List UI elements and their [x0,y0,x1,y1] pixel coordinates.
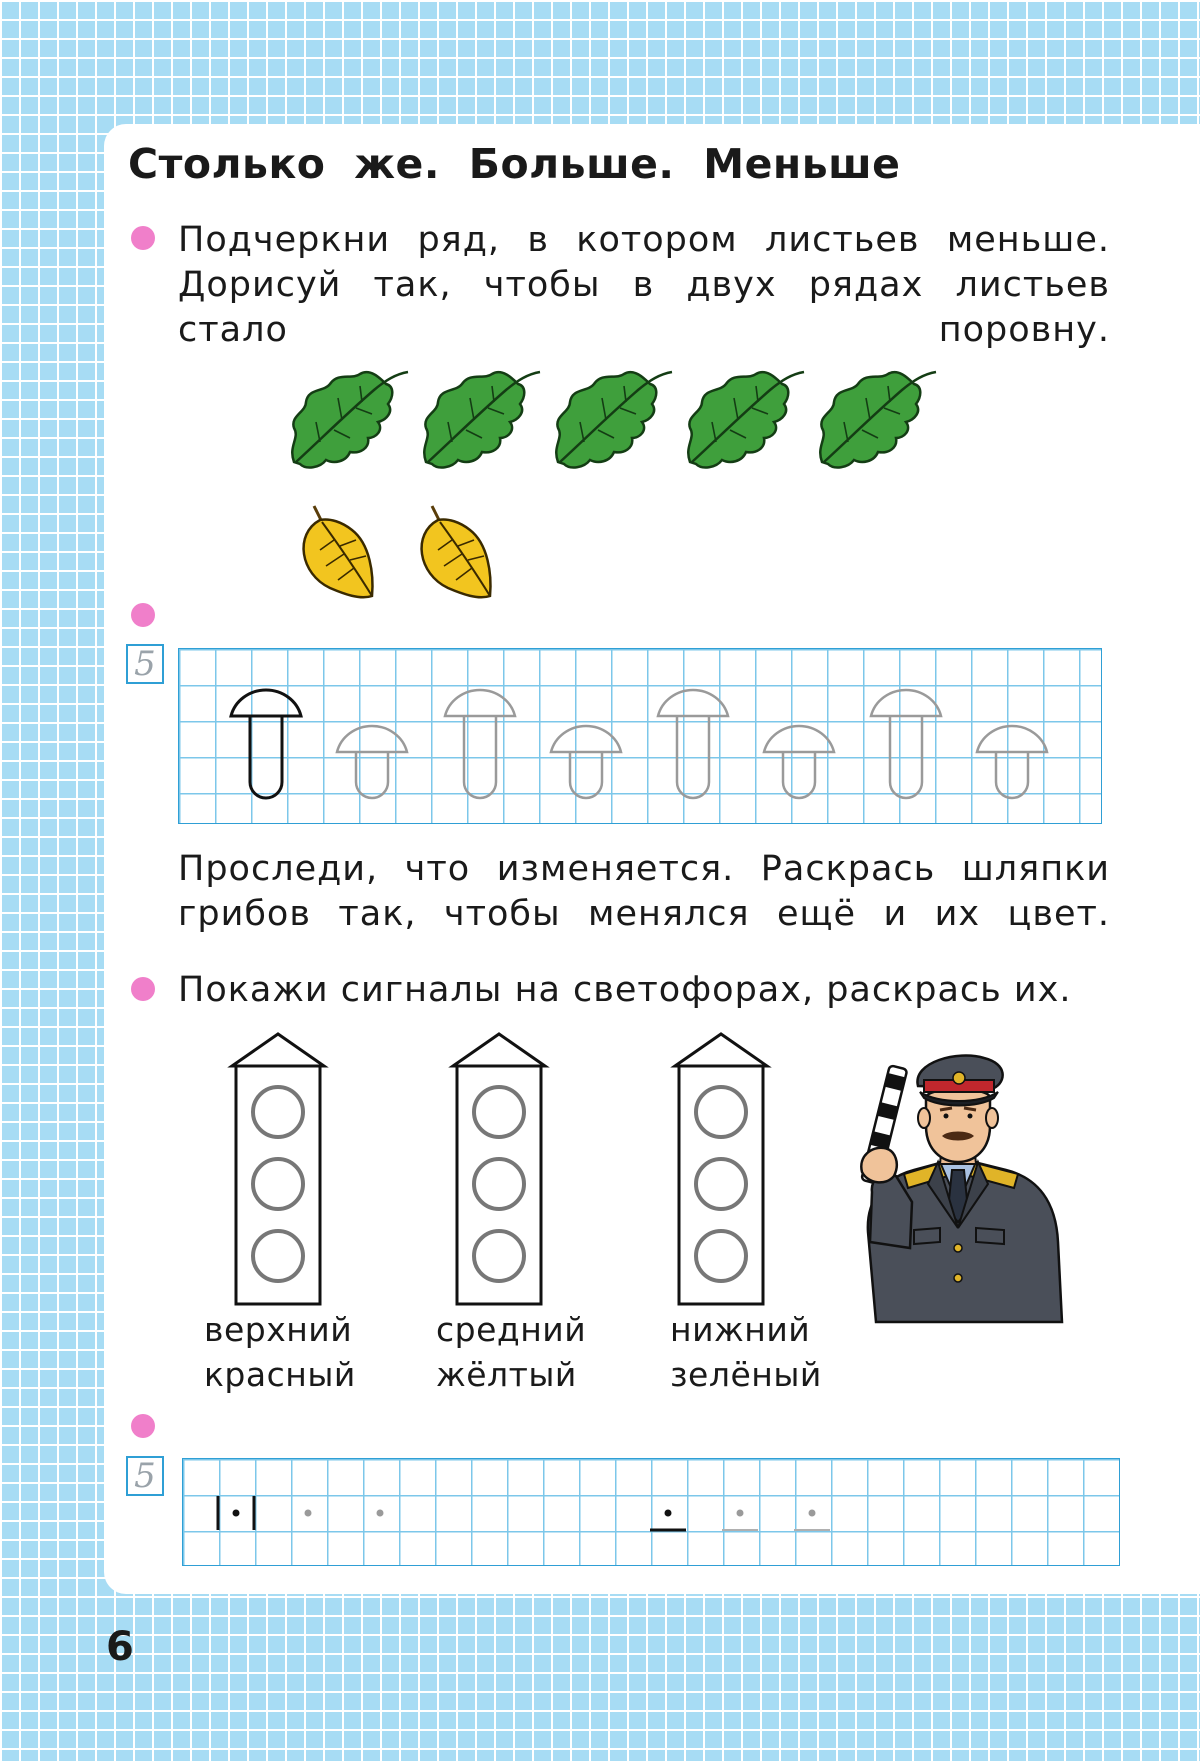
traffic-light-icon[interactable] [453,1034,545,1304]
green-oak-leaf-icon [292,372,408,467]
yellow-leaf-icon [422,506,491,597]
traffic-light-caption: нижний зелёный [670,1310,822,1394]
mushroom-icon [445,690,515,798]
traffic-light-icon[interactable] [232,1034,324,1304]
traffic-light-icon[interactable] [675,1034,767,1304]
task-bullet [131,977,155,1001]
page-number: 6 [106,1624,134,1670]
task-bullet [131,603,155,627]
traffic-light-caption: верхний красный [204,1310,356,1394]
task-bullet [131,1414,155,1438]
mushroom-icon [551,726,621,798]
task-bullet [131,226,155,250]
green-oak-leaf-icon [424,372,540,467]
task2-text: Проследи, что изменяется. Раскрась шляпки грибов так, чтобы менялся ещё и их цвет. [178,849,1110,934]
mushroom-icon [337,726,407,798]
yellow-leaf-icon [304,506,373,597]
green-oak-leaf-icon [556,372,672,467]
yellow-leaves-row [300,504,560,604]
green-oak-leaf-icon [820,372,936,467]
mushroom-icon [231,690,301,798]
green-oak-leaf-icon [688,372,804,467]
mushroom-icon [658,690,728,798]
mushroom-icon [764,726,834,798]
traffic-lights [230,1032,790,1312]
cell-digit-box: 5 [126,644,164,684]
mushroom-icon [871,690,941,798]
page-title: Столько же. Больше. Меньше [128,140,901,188]
traffic-officer-picture [848,1052,1068,1322]
task1-text: Подчеркни ряд, в котором листьев меньше. Дорисуй так, чтобы в двух рядах листьев стало поровну. [178,220,1110,350]
mushroom-sequence [178,648,1100,822]
cell-digit-box: 5 [126,1456,164,1496]
traffic-light-caption: средний жёлтый [436,1310,587,1394]
green-leaves-row [290,368,990,488]
task3-text: Покажи сигналы на светофорах, раскрась их. [178,970,1072,1010]
dot-pattern [182,1458,1118,1564]
mushroom-icon [977,726,1047,798]
